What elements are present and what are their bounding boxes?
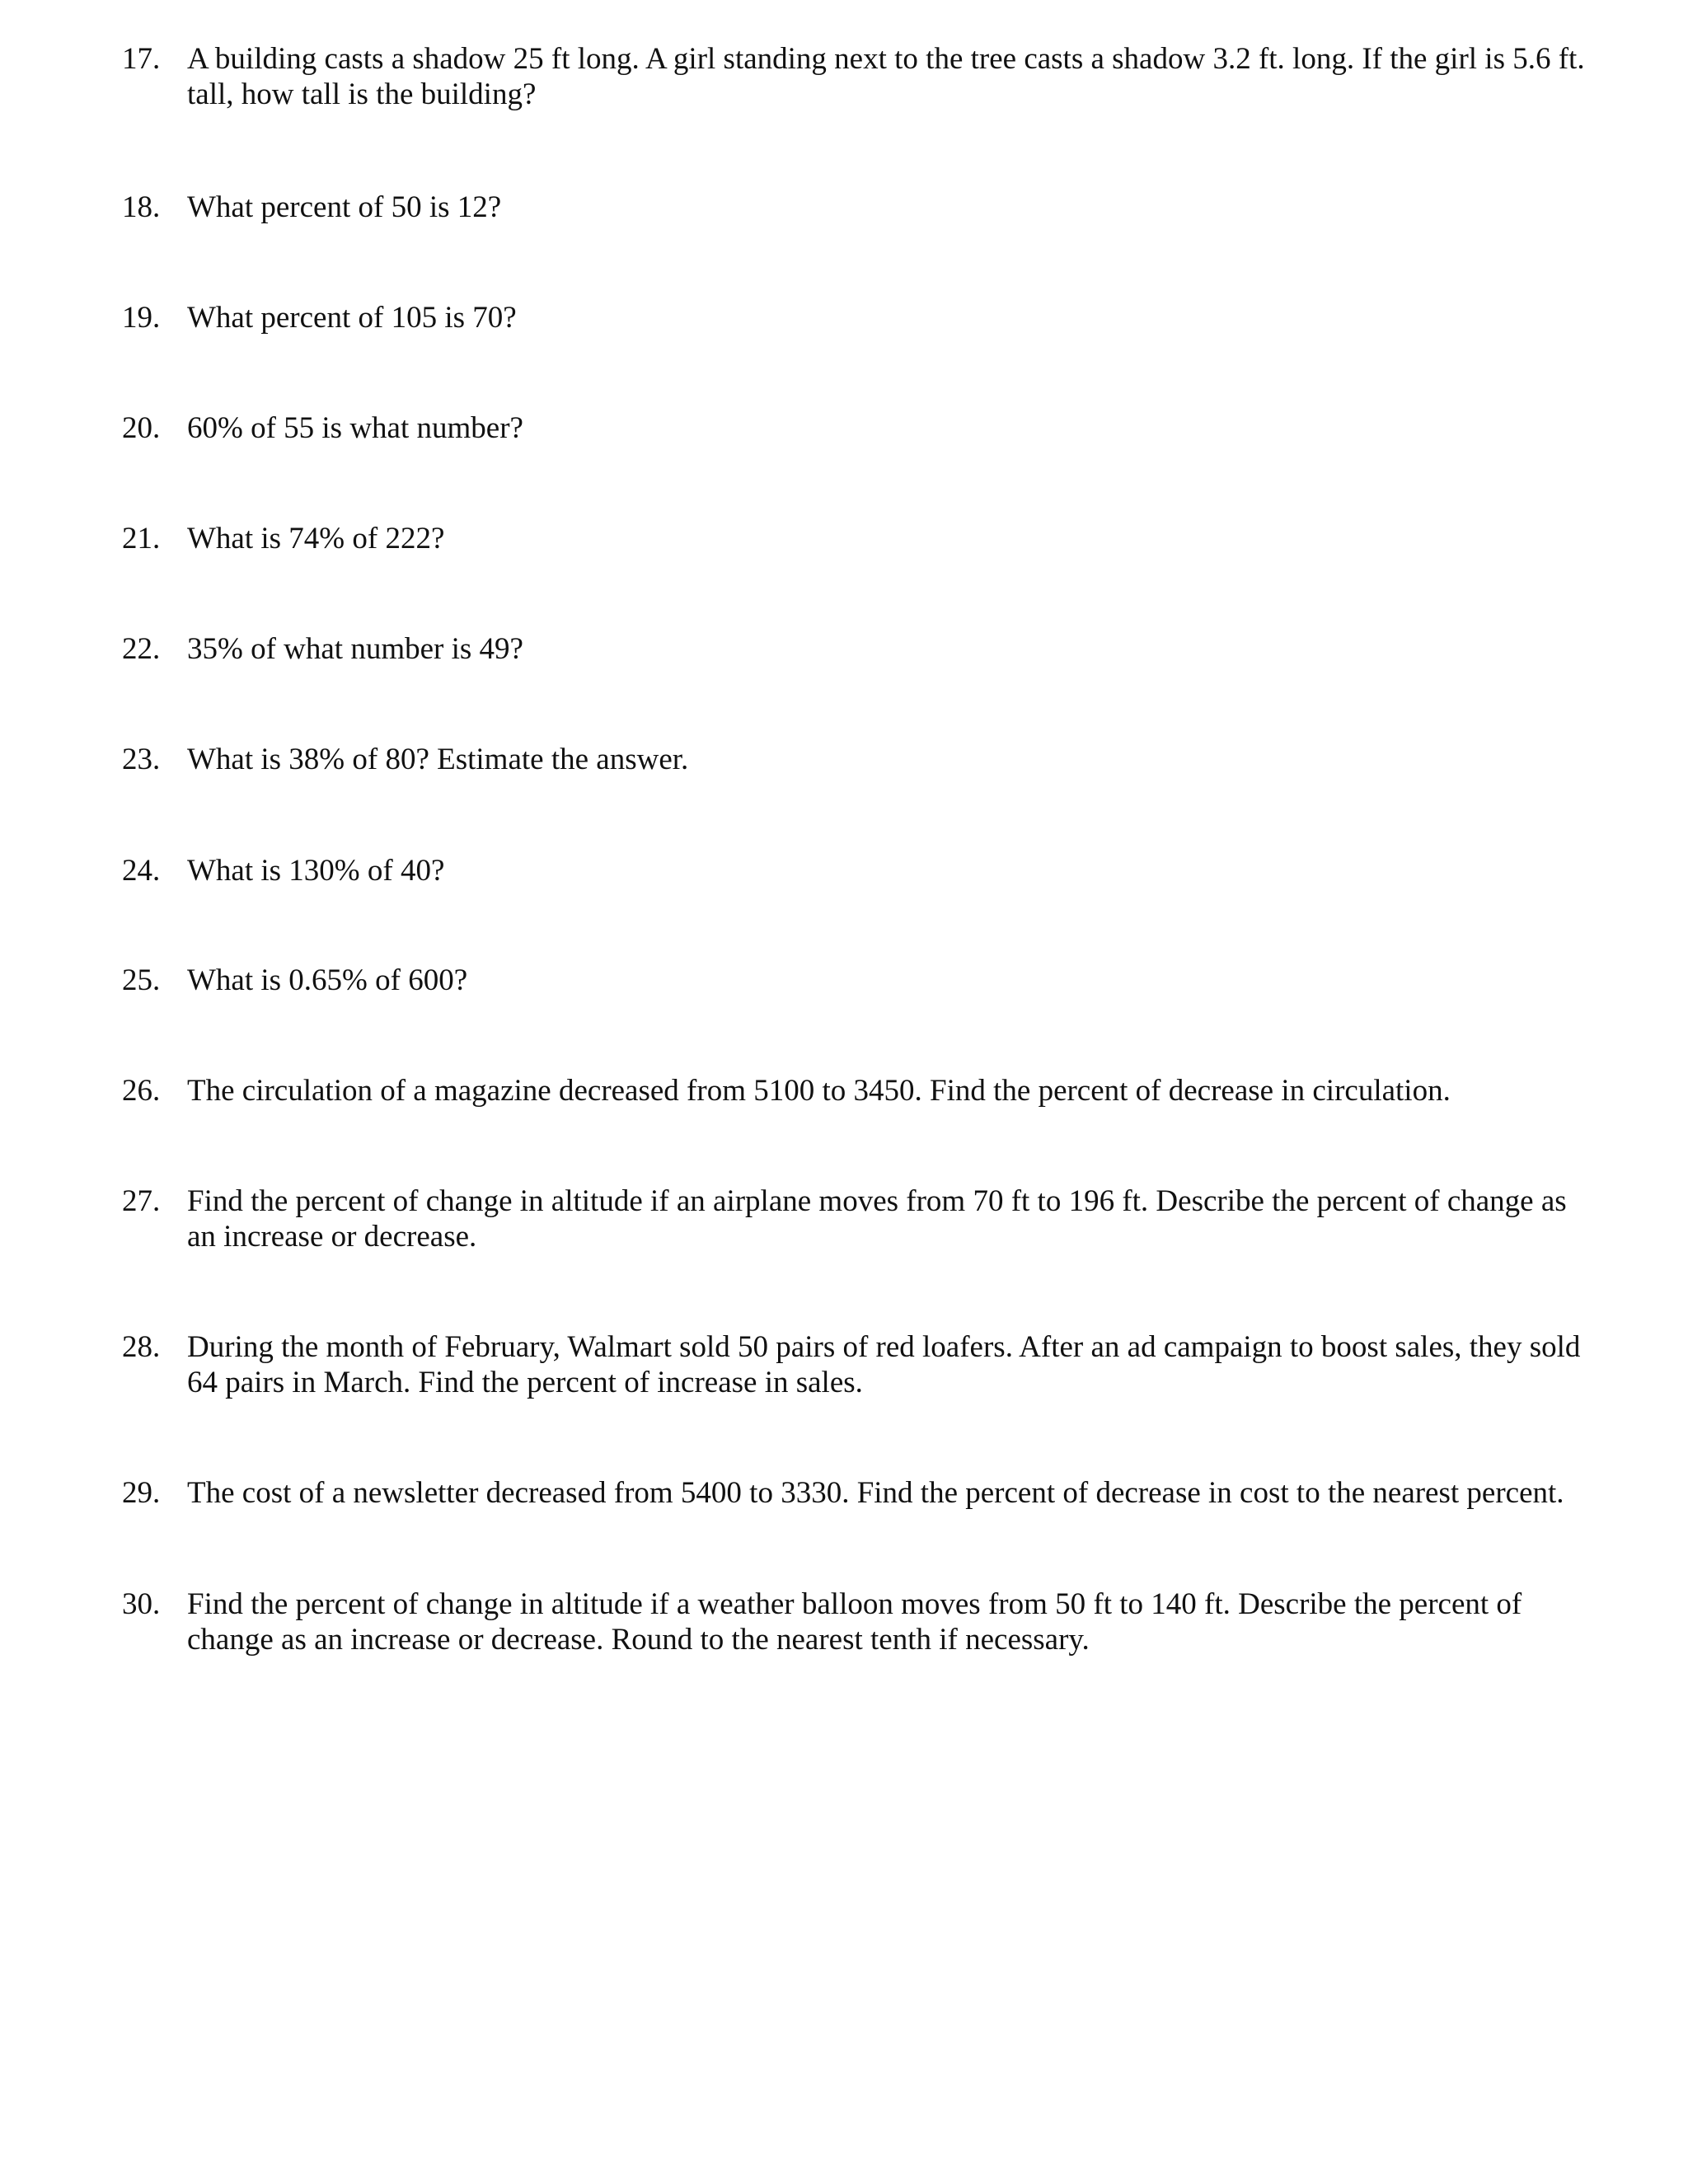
question-number: 29. — [122, 1476, 161, 1510]
question-number: 24. — [122, 854, 161, 888]
question-text: 35% of what number is 49? — [187, 632, 523, 666]
question-text: A building casts a shadow 25 ft long. A girl standing next to the tree casts a shadow 3.2 ft. long. If the girl is 5.6 ft. tall, how tall is the building? — [187, 42, 1585, 111]
question-text: What is 0.65% of 600? — [187, 963, 468, 997]
question-number: 18. — [122, 190, 161, 224]
question-number: 27. — [122, 1184, 161, 1218]
question-number: 26. — [122, 1074, 161, 1108]
question-text: What is 130% of 40? — [187, 854, 445, 888]
question-number: 20. — [122, 411, 161, 445]
question-number: 28. — [122, 1330, 161, 1364]
question-text: The cost of a newsletter decreased from 5400 to 3330. Find the percent of decrease in cost to the nearest percent. — [187, 1476, 1564, 1510]
question-text: The circulation of a magazine decreased from 5100 to 3450. Find the percent of decrease in circulation. — [187, 1074, 1451, 1108]
question-number: 17. — [122, 42, 161, 76]
question-text: During the month of February, Walmart sold 50 pairs of red loafers. After an ad campaign to boost sales, they sold 64 pairs in March. Find the percent of increase in sales. — [187, 1330, 1581, 1399]
question-number: 22. — [122, 632, 161, 666]
question-text: What is 38% of 80? Estimate the answer. — [187, 743, 689, 776]
question-text: Find the percent of change in altitude if a weather balloon moves from 50 ft to 140 ft. Describe the percent of change as an increase or decrease. Round to the nearest tenth if necessary. — [187, 1587, 1522, 1657]
question-number: 23. — [122, 743, 161, 776]
question-number: 21. — [122, 522, 161, 555]
question-number: 25. — [122, 963, 161, 997]
question-text: What percent of 105 is 70? — [187, 301, 517, 335]
question-text: Find the percent of change in altitude if an airplane moves from 70 ft to 196 ft. Describe the percent of change as an increase or decrease. — [187, 1184, 1567, 1254]
question-text: What percent of 50 is 12? — [187, 190, 502, 224]
question-text: What is 74% of 222? — [187, 522, 445, 555]
question-text: 60% of 55 is what number? — [187, 411, 523, 445]
question-number: 19. — [122, 301, 161, 335]
question-number: 30. — [122, 1587, 161, 1621]
